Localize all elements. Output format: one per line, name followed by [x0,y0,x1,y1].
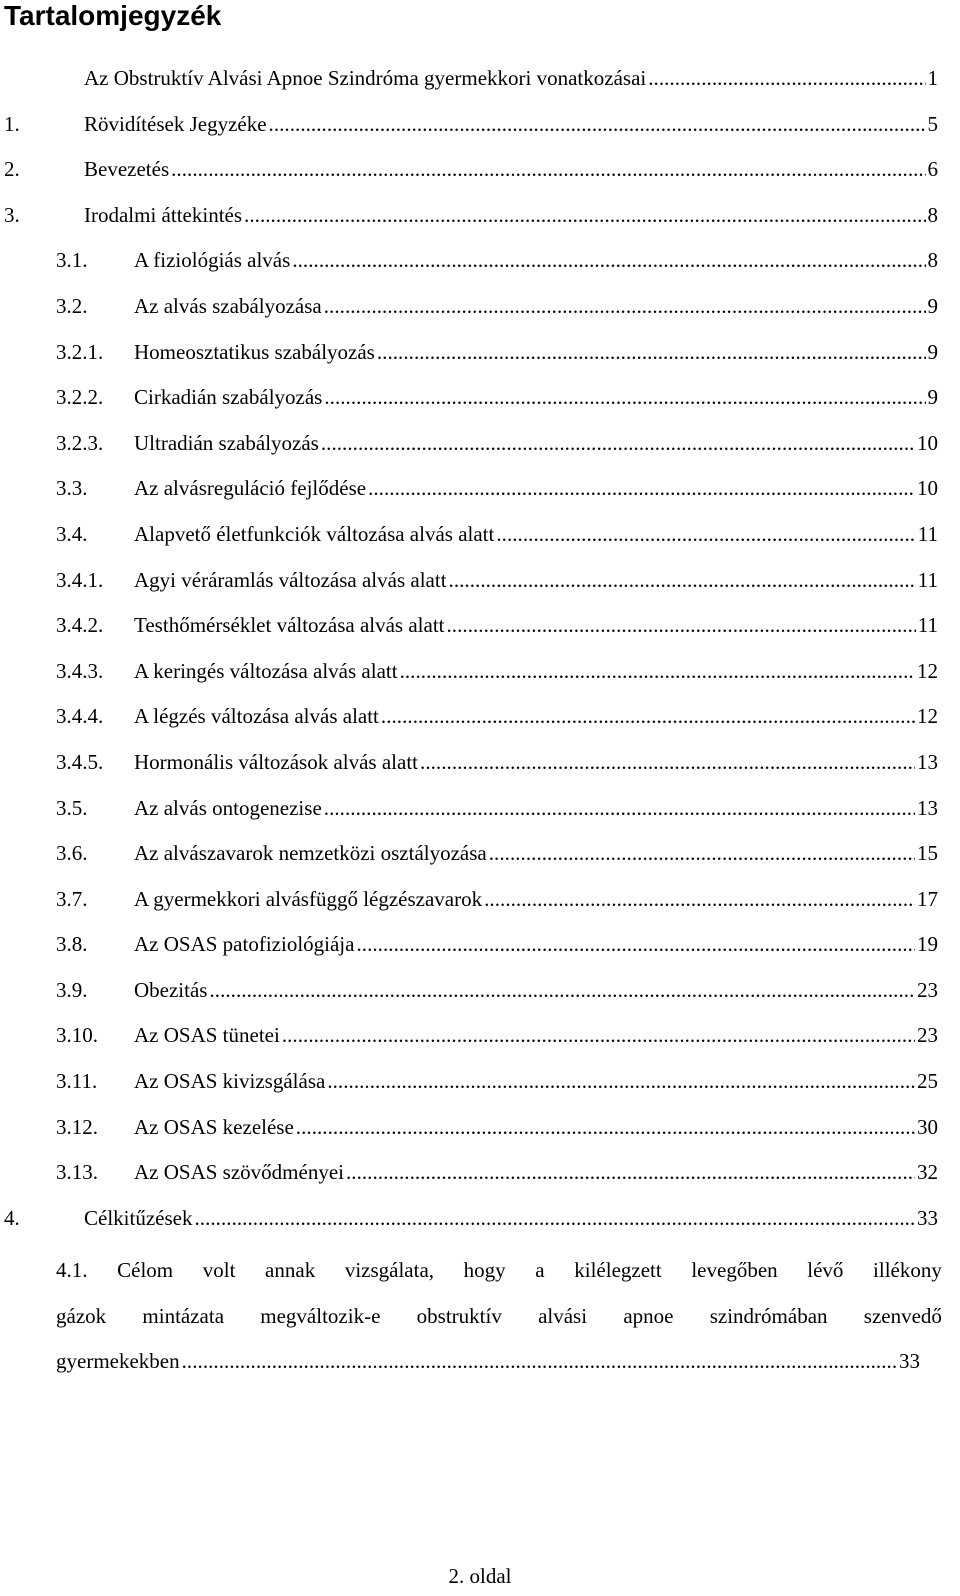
toc-entry-label: Célkitűzések [84,1205,193,1230]
dot-leader [368,466,915,512]
toc-entry-page: 1 [927,66,938,90]
toc-entry[interactable] [0,786,960,832]
dot-leader [648,56,925,102]
dot-leader [269,102,926,148]
toc-entry[interactable] [0,466,960,512]
toc-entry-number: 3.4. [56,521,88,546]
toc-entry-label: Homeosztatikus szabályozás [134,339,375,364]
toc-entry-page: 32 [917,1160,938,1185]
toc-entry-label: Az alvásreguláció fejlődése [134,476,367,501]
toc-entry-number: 3.6. [56,841,88,866]
toc-entry-number: 4. [4,1205,20,1230]
toc-entry-word: megváltozik-e [260,1303,381,1328]
toc-entry[interactable] [0,375,960,421]
toc-entry-word: volt [202,1258,236,1282]
toc-entry-number: 3.1. [56,248,88,273]
toc-entry-page: 13 [917,795,938,820]
toc-entry-label: Az OSAS tünetei [134,1023,280,1048]
toc-entry-line [84,193,938,239]
toc-entry-word: apnoe [623,1303,674,1328]
dot-leader [447,603,916,649]
toc-entry-line [134,1150,938,1196]
dot-leader [324,284,926,330]
toc-entry-number: 3.3. [56,476,88,501]
toc-entry-number: 3.11. [56,1069,98,1094]
dot-leader [209,968,915,1014]
toc-entry-line [134,558,938,604]
page-footer: 2. oldal [448,1564,512,1588]
toc-entry-line [134,238,938,284]
toc-entry-line [134,1105,938,1151]
toc-entry[interactable] [0,558,960,604]
toc-entry-word: illékony [873,1258,942,1282]
dot-leader [356,922,915,968]
toc-entry-word: levegőben [691,1258,778,1282]
dot-leader [324,786,915,832]
dot-leader [484,877,915,923]
toc-entry-label: Irodalmi áttekintés [84,202,243,227]
toc-entry-line [84,102,938,148]
toc-entry-line [84,56,938,102]
toc-entry-word: alvási [538,1303,588,1328]
toc-entry-line [134,694,938,740]
toc-entry-page: 33 [917,1205,938,1230]
toc-entry[interactable] [0,831,960,877]
toc-entry-label: A fiziológiás alvás [134,248,291,273]
toc-entry-line [134,284,938,330]
toc-entry-label: Hormonális változások alvás alatt [134,749,419,774]
dot-leader [282,1013,915,1059]
toc-entry-word: mintázata [142,1303,225,1328]
dot-leader [327,1059,915,1105]
toc-title: Tartalomjegyzék [4,0,222,31]
toc-entry-word: obstruktív [416,1303,502,1328]
toc-entry-number: 3.9. [56,977,88,1002]
toc-entry-number: 3.5. [56,795,88,820]
dot-leader [489,831,915,877]
toc-entry-page: 15 [917,841,938,866]
toc-entry-page: 33 [899,1349,920,1374]
toc-entry-line [134,421,938,467]
toc-entry-number: 3.2.2. [56,385,104,410]
toc-entry[interactable] [0,1196,960,1242]
toc-entry[interactable] [0,193,960,239]
toc-entry-line [134,831,938,877]
toc-entry[interactable] [0,968,960,1014]
toc-entry[interactable] [0,284,960,330]
toc-entry-number: 3.13. [56,1160,98,1185]
dot-leader [346,1150,915,1196]
toc-entry[interactable] [0,56,960,102]
toc-entry-line [84,147,938,193]
toc-entry-number: 3.7. [56,886,88,911]
toc-entry-page: 8 [927,202,938,227]
toc-entry-page: 9 [927,339,938,364]
toc-entry-page: 25 [917,1069,938,1094]
toc-entry-label: Testhőmérséklet változása alvás alatt [134,613,445,638]
toc-entry[interactable] [0,102,960,148]
dot-leader [420,740,915,786]
toc-entry-number: 3.4.2. [56,613,104,638]
toc-entry-page: 19 [917,932,938,957]
toc-entry-label: Az Obstruktív Alvási Apnoe Szindróma gyermekkori vonatkozásai [84,66,647,90]
toc-entry-label: A keringés változása alvás alatt [134,658,398,683]
toc-entry-label: Alapvető életfunkciók változása alvás alatt [134,521,495,546]
toc-entry[interactable] [0,740,960,786]
table-of-contents [0,56,960,1241]
toc-entry-number: 3.4.3. [56,658,104,683]
toc-entry-page: 6 [927,157,938,182]
toc-entry-word: vizsgálata, [344,1258,435,1282]
toc-entry-number: 3.4.5. [56,749,104,774]
toc-entry-number: 2. [4,157,20,182]
toc-entry-label: Bevezetés [84,157,170,182]
dot-leader [381,694,915,740]
toc-entry-number: 3.2.3. [56,430,104,455]
toc-entry-label: Az OSAS kivizsgálása [134,1069,326,1094]
toc-entry-page: 23 [917,1023,938,1048]
dot-leader [449,558,916,604]
toc-entry[interactable] [0,1013,960,1059]
toc-entry-label: Rövidítések Jegyzéke [84,111,267,136]
toc-entry-line [134,786,938,832]
toc-entry-label: Az OSAS patofiziológiája [134,932,355,957]
toc-entry-line [134,512,938,558]
toc-entry-page: 17 [917,886,938,911]
toc-entry-word: annak [265,1258,316,1282]
toc-entry-page: 10 [917,476,938,501]
toc-entry-page: 11 [917,613,938,638]
dot-leader [377,330,926,376]
toc-entry-word: szindrómában [709,1303,828,1328]
toc-entry-line [134,375,938,421]
toc-entry-number: 3.4.4. [56,704,104,729]
toc-entry-line [134,877,938,923]
toc-entry-line [56,1339,920,1385]
toc-entry-label: Az alvás szabályozása [134,293,322,318]
toc-entry[interactable] [0,877,960,923]
toc-entry[interactable] [0,603,960,649]
toc-entry-label: Agyi véráramlás változása alvás alatt [134,567,447,592]
toc-entry-label: Ultradián szabályozás [134,430,319,455]
toc-entry-label: A gyermekkori alvásfüggő légzészavarok [134,886,483,911]
toc-entry-word: 4.1. [56,1258,88,1282]
toc-entry-page: 9 [927,293,938,318]
toc-entry-line [134,466,938,512]
toc-entry-page: 23 [917,977,938,1002]
dot-leader [400,649,915,695]
toc-entry-line [134,968,938,1014]
toc-entry-number: 3. [4,202,20,227]
toc-entry-number: 3.4.1. [56,567,104,592]
toc-entry-word: lévő [807,1258,844,1282]
dot-leader [171,147,925,193]
toc-entry-number: 3.2.1. [56,339,104,364]
toc-entry[interactable] [0,1150,960,1196]
toc-entry-line [56,1294,942,1340]
toc-entry-page: 11 [917,521,938,546]
dot-leader [496,512,915,558]
toc-entry-line [56,1248,942,1294]
toc-entry-page: 11 [917,567,938,592]
toc-entry-4-1[interactable] [56,1248,942,1385]
dot-leader [296,1105,915,1151]
toc-entry-word: gázok [56,1303,107,1328]
dot-leader [182,1339,897,1385]
toc-entry-line [134,330,938,376]
toc-entry-label: Az alvás ontogenezise [134,795,322,820]
toc-entry[interactable] [0,238,960,284]
toc-entry-number: 3.2. [56,293,88,318]
toc-entry-word: szenvedő [863,1303,942,1328]
toc-entry[interactable] [0,1105,960,1151]
toc-entry-number: 3.10. [56,1023,98,1048]
toc-entry-line [134,1059,938,1105]
toc-entry-label: Obezitás [134,977,208,1002]
toc-entry[interactable] [0,649,960,695]
toc-entry-page: 30 [917,1114,938,1139]
toc-entry[interactable] [0,147,960,193]
toc-entry-word: a [535,1258,545,1282]
toc-entry-page: 8 [927,248,938,273]
toc-entry-word: Célom [117,1258,174,1282]
toc-entry[interactable] [0,421,960,467]
toc-entry-label: Az alvászavarok nemzetközi osztályozása [134,841,487,866]
toc-entry[interactable] [0,1059,960,1105]
toc-entry-label: Az OSAS kezelése [134,1114,294,1139]
dot-leader [321,421,915,467]
toc-entry-number: 3.8. [56,932,88,957]
toc-entry-label: gyermekekben [56,1349,180,1374]
toc-entry-line [134,922,938,968]
toc-entry-page: 12 [917,658,938,683]
toc-entry-number: 3.12. [56,1114,98,1139]
toc-entry[interactable] [0,512,960,558]
toc-entry-line [134,740,938,786]
dot-leader [292,238,925,284]
toc-entry-label: Az OSAS szövődményei [134,1160,344,1185]
dot-leader [194,1196,915,1242]
toc-entry-line [134,649,938,695]
toc-entry-page: 12 [917,704,938,729]
toc-entry-number: 1. [4,111,20,136]
toc-entry[interactable] [0,694,960,740]
toc-entry-word: hogy [463,1258,506,1282]
dot-leader [244,193,925,239]
toc-entry-line [84,1196,938,1242]
toc-entry-label: Cirkadián szabályozás [134,385,323,410]
dot-leader [324,375,925,421]
toc-entry-line [134,603,938,649]
toc-entry[interactable] [0,330,960,376]
toc-entry-page: 5 [927,111,938,136]
toc-entry-page: 9 [927,385,938,410]
toc-entry[interactable] [0,922,960,968]
toc-entry-page: 13 [917,749,938,774]
toc-entry-word: kilélegzett [574,1258,662,1282]
toc-entry-label: A légzés változása alvás alatt [134,704,379,729]
toc-entry-line [134,1013,938,1059]
toc-entry-page: 10 [917,430,938,455]
